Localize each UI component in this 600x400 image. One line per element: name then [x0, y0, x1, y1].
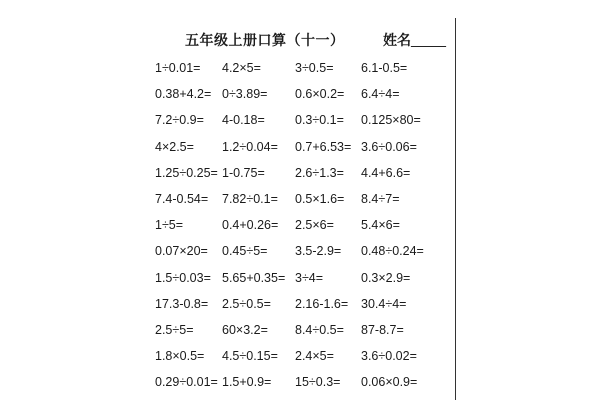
arithmetic-problem: 8.4÷7=	[361, 191, 400, 206]
problem-row	[155, 191, 455, 217]
arithmetic-problem: 2.16-1.6=	[295, 296, 349, 311]
arithmetic-problem: 1÷0.01=	[155, 61, 201, 75]
problem-row	[155, 165, 455, 191]
arithmetic-problem: 8.4÷0.5=	[295, 322, 344, 337]
arithmetic-problem: 2.5×6=	[295, 218, 334, 233]
problem-row	[155, 60, 455, 86]
arithmetic-problem: 87-8.7=	[361, 322, 404, 337]
problem-row	[155, 112, 455, 138]
arithmetic-problem: 0.38+4.2=	[155, 87, 212, 102]
problem-row	[155, 243, 455, 269]
arithmetic-problem: 3÷0.5=	[295, 61, 334, 75]
arithmetic-problem: 4×2.5=	[155, 139, 194, 154]
arithmetic-problem: 1.25÷0.25=	[155, 165, 218, 180]
arithmetic-problem: 0÷3.89=	[222, 87, 268, 102]
arithmetic-problem: 1.2÷0.04=	[222, 139, 278, 154]
problem-row	[155, 374, 455, 400]
problem-grid	[155, 60, 455, 400]
arithmetic-problem: 0.4+0.26=	[222, 218, 279, 233]
arithmetic-problem: 0.125×80=	[361, 113, 421, 128]
problem-row	[155, 322, 455, 348]
arithmetic-problem: 15÷0.3=	[295, 375, 341, 390]
arithmetic-problem: 2.6÷1.3=	[295, 165, 344, 180]
arithmetic-problem: 2.5÷5=	[155, 322, 194, 337]
arithmetic-problem: 0.6×0.2=	[295, 87, 345, 102]
arithmetic-problem: 4-0.18=	[222, 113, 265, 128]
arithmetic-problem: 17.3-0.8=	[155, 296, 209, 311]
arithmetic-problem: 0.7+6.53=	[295, 139, 352, 154]
arithmetic-problem: 1.5+0.9=	[222, 375, 272, 390]
arithmetic-problem: 1÷5=	[155, 218, 184, 233]
arithmetic-problem: 4.4+6.6=	[361, 165, 411, 180]
arithmetic-problem: 1.8×0.5=	[155, 349, 205, 364]
arithmetic-problem: 0.5×1.6=	[295, 191, 345, 206]
arithmetic-problem: 60×3.2=	[222, 322, 268, 337]
arithmetic-problem: 2.4×5=	[295, 349, 334, 364]
arithmetic-problem: 7.4-0.54=	[155, 191, 209, 206]
arithmetic-problem: 0.07×20=	[155, 244, 208, 259]
margin-divider-line	[455, 18, 456, 400]
arithmetic-problem: 0.29÷0.01=	[155, 375, 218, 390]
arithmetic-problem: 6.4÷4=	[361, 87, 400, 102]
arithmetic-problem: 5.65+0.35=	[222, 270, 286, 285]
name-field-label: 姓名_____	[383, 34, 446, 49]
arithmetic-problem: 6.1-0.5=	[361, 61, 408, 75]
arithmetic-problem: 0.45÷5=	[222, 244, 268, 259]
arithmetic-problem: 3.6÷0.06=	[361, 139, 417, 154]
arithmetic-problem: 0.3×2.9=	[361, 270, 411, 285]
arithmetic-problem: 3.6÷0.02=	[361, 349, 417, 364]
arithmetic-problem: 3.5-2.9=	[295, 244, 342, 259]
arithmetic-problem: 7.2÷0.9=	[155, 113, 204, 128]
worksheet-title: 五年级上册口算（十一）	[185, 34, 345, 49]
problem-row	[155, 217, 455, 243]
arithmetic-problem: 0.48÷0.24=	[361, 244, 424, 259]
problem-row	[155, 139, 455, 165]
problem-row	[155, 296, 455, 322]
arithmetic-problem: 7.82÷0.1=	[222, 191, 278, 206]
arithmetic-problem: 4.2×5=	[222, 61, 261, 75]
arithmetic-problem: 5.4×6=	[361, 218, 400, 233]
arithmetic-problem: 1.5÷0.03=	[155, 270, 211, 285]
arithmetic-problem: 4.5÷0.15=	[222, 349, 278, 364]
arithmetic-problem: 0.3÷0.1=	[295, 113, 344, 128]
problem-row	[155, 270, 455, 296]
arithmetic-problem: 2.5÷0.5=	[222, 296, 271, 311]
problem-row	[155, 86, 455, 112]
arithmetic-problem: 30.4÷4=	[361, 296, 407, 311]
arithmetic-problem: 0.06×0.9=	[361, 375, 418, 390]
problem-row	[155, 348, 455, 374]
arithmetic-problem: 1-0.75=	[222, 165, 265, 180]
arithmetic-problem: 3÷4=	[295, 270, 324, 285]
